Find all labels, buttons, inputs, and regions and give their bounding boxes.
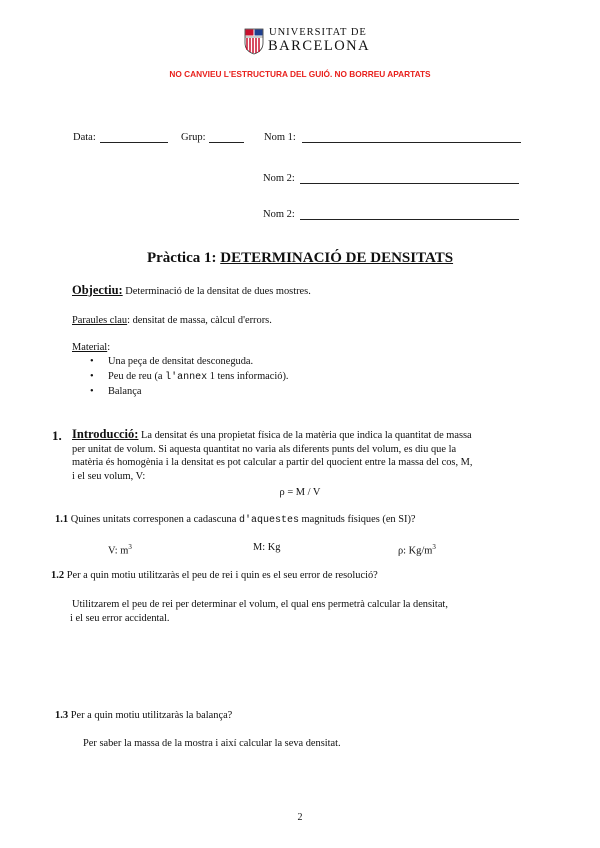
nom2-field[interactable] (300, 183, 519, 184)
question-1-3 (55, 709, 232, 723)
question-number: 1.1 (55, 514, 69, 525)
answer-mass-unit: M: Kg (253, 542, 281, 553)
nom2-label: Nom 2: (263, 173, 295, 184)
question-number: 1.3 (55, 710, 69, 721)
intro-line: per unitat de volum. Si aquesta quantitat no varia als diferents punts del volum, es diu que la (72, 443, 457, 455)
intro-paragraph (72, 428, 542, 483)
nom2b-field[interactable] (300, 219, 519, 220)
answer-line: i el seu error accidental. (70, 612, 170, 624)
intro-line: La densitat és una propietat física de la matèria que indica la quantitat de massa (138, 430, 472, 441)
answer-density-unit (398, 541, 436, 558)
material-item-rest: 1 tens informació). (207, 371, 289, 382)
title-main: DETERMINACIÓ DE DENSITATS (220, 250, 454, 266)
material-item-text: Una peça de densitat desconeguda. (108, 356, 254, 367)
question-text: Per a quin motiu utilitzaràs el peu de rei i quin es el seu error de resolució? (64, 570, 378, 581)
question-number: 1.2 (51, 570, 65, 581)
answer-1-2 (72, 598, 448, 625)
university-shield-icon (244, 27, 264, 55)
material-colon: : (107, 342, 111, 353)
volume-unit: V: m (108, 545, 129, 557)
material-item (90, 385, 142, 399)
grup-label: Grup: (181, 132, 206, 143)
nom1-field[interactable] (302, 142, 521, 143)
material-item-text: Peu de reu (a (108, 371, 166, 382)
university-city: BARCELONA (268, 38, 371, 54)
density-formula: ρ = M / V (279, 487, 321, 498)
material-label: Material (72, 342, 108, 353)
objectiu-label: Objectiu: (72, 283, 123, 297)
data-field[interactable] (100, 142, 168, 143)
question-1-1 (55, 513, 416, 528)
structure-warning: NO CANVIEU L'ESTRUCTURA DEL GUIÓ. NO BORREU APARTATS (169, 69, 431, 79)
bullet-icon: • (90, 356, 94, 367)
university-logo (244, 27, 371, 59)
density-exp: 3 (432, 543, 436, 551)
answer-line: Utilitzarem el peu de rei per determinar el volum, el qual ens permetrà calcular la densitat, (72, 599, 448, 610)
question-text: Per a quin motiu utilitzaràs la balança? (68, 710, 233, 721)
bullet-icon: • (90, 371, 94, 382)
objectiu-text: Determinació de la densitat de dues mostres. (122, 286, 311, 297)
university-name: UNIVERSITAT DE (269, 27, 367, 38)
page-title (0, 250, 600, 267)
intro-label: Introducció: (72, 427, 139, 441)
intro-line: matèria és homogènia i la densitat es pot calcular a partir del quocient entre la massa del cos, M, (72, 457, 473, 468)
nom1-label: Nom 1: (264, 132, 296, 143)
material-heading (72, 341, 110, 355)
paraules-text: : densitat de massa, càlcul d'errors. (127, 315, 272, 326)
material-item-text: Balança (108, 386, 142, 397)
paraules-line (72, 314, 272, 328)
page-number: 2 (297, 812, 303, 823)
material-item-mono: l'annex (165, 372, 208, 383)
question-text: magnituds físiques (en SI)? (298, 514, 416, 525)
volume-exp: 3 (128, 543, 132, 551)
density-unit: ρ: Kg/m (398, 545, 433, 557)
section-number: 1. (52, 428, 62, 443)
question-mono: d'aquestes (238, 515, 299, 526)
title-prefix: Pràctica 1: (146, 250, 221, 266)
intro-line: i el seu volum, V: (72, 470, 146, 482)
answer-volume-unit (108, 541, 132, 558)
question-text: Quines unitats corresponen a cadascuna (68, 514, 239, 525)
grup-field[interactable] (209, 142, 244, 143)
bullet-icon: • (90, 386, 94, 397)
material-item (90, 370, 289, 385)
data-label: Data: (73, 132, 96, 143)
material-item (90, 355, 254, 369)
paraules-label: Paraules clau (72, 315, 128, 326)
nom2b-label: Nom 2: (263, 209, 295, 220)
objectiu-line (72, 284, 311, 299)
answer-1-3: Per saber la massa de la mostra i així calcular la seva densitat. (83, 738, 341, 749)
question-1-2 (51, 569, 378, 583)
